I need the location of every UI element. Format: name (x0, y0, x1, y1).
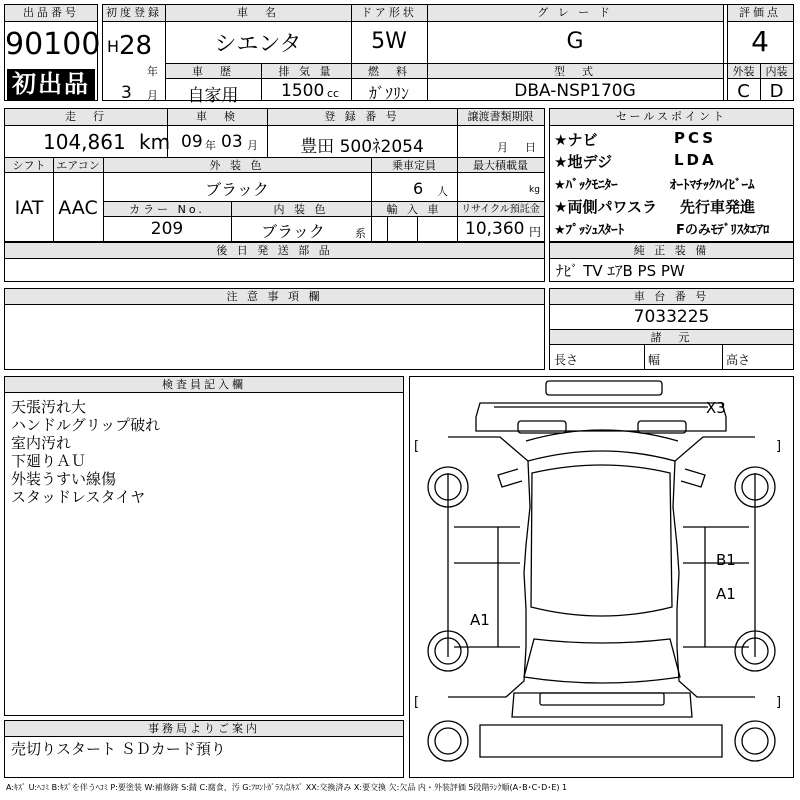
inspection-label: 車 検 (167, 109, 267, 126)
bracket-close-2: ] (776, 695, 782, 710)
office-label: 事務局よりご案内 (5, 721, 403, 737)
chassis-label: 車 台 番 号 (550, 289, 793, 305)
inspection-year: 09 (181, 132, 203, 152)
bracket-close-1: ] (776, 439, 782, 454)
chassis-box (549, 288, 794, 370)
inspector-line-2: ハンドルグリップ破れ (11, 416, 161, 434)
model: DBA-NSP170G (514, 81, 636, 101)
sales-point-left-2: ★地デジ (554, 153, 613, 171)
ext-color: ブラック (205, 180, 269, 199)
capacity-unit: 人 (437, 185, 448, 198)
office-text: 売切りスタート ＳＤカード預り (11, 740, 226, 758)
inspector-line-4: 下廻りＡＵ (11, 452, 87, 470)
capacity: 6 (413, 179, 424, 198)
vehicle-detail-box (4, 108, 545, 242)
later-parts-box (4, 242, 545, 282)
plate-label: 登 録 番 号 (267, 109, 457, 126)
shift-label: シフト (5, 157, 53, 173)
grade-label: グ レ ー ド (427, 5, 723, 22)
sales-point-right-5: Fのみﾓﾃﾞﾘｽﾀｴｱﾛ (676, 223, 770, 238)
first-reg-label: 初度登録 (103, 5, 165, 22)
ext-color-label: 外 装 色 (103, 157, 371, 173)
model-label: 型 式 (427, 63, 723, 79)
standard-equipment-box (549, 242, 794, 282)
int-color-unit: 系 (355, 227, 366, 240)
header-row1-box (102, 4, 794, 106)
import-label: 輸 入 車 (371, 201, 457, 217)
mileage-unit: km (139, 130, 171, 154)
lot-number: 90100 (5, 27, 101, 62)
year-unit: 年 (147, 65, 158, 78)
capacity-label: 乗車定員 (371, 157, 457, 173)
score: 4 (751, 25, 769, 58)
car-diagram-box (409, 376, 794, 778)
mark-rear-right-door: B1 (716, 551, 736, 569)
car-outline-diagram (410, 377, 793, 777)
history-label: 車 歴 (165, 63, 261, 79)
first-listing-badge: 初出品 (7, 69, 95, 100)
era: H (107, 37, 120, 56)
inspector-line-6: スタッドレスタイヤ (11, 488, 146, 506)
displacement-unit: cc (327, 87, 340, 100)
exterior-label: 外装 (727, 63, 760, 79)
displacement-label: 排 気 量 (261, 63, 351, 79)
car-name-label: 車 名 (165, 5, 351, 22)
history: 自家用 (187, 86, 239, 106)
legend: A:ｷｽﾞ U:ﾍｺﾐ B:ｷｽﾞを伴うﾍｺﾐ P:要塗装 W:補修跡 S:錆 C:腐食、汚 G:ﾌﾛﾝﾄｶﾞﾗｽ点ｷｽﾞ XX:交換済み X:要交換 欠:欠品 内・外装評価 5段階ﾗﾝｸ順(A･B･C･D･E) 1 (6, 783, 568, 792)
ac-label: エアコン (53, 157, 103, 173)
plate: 豊田 500ﾈ2054 (300, 137, 424, 157)
office-box (4, 720, 404, 778)
color-no: 209 (150, 219, 184, 239)
month-unit: 月 (147, 89, 158, 102)
door-label: ドア形状 (351, 5, 427, 22)
width-label: 幅 (648, 353, 661, 367)
sales-point-left-3: ★ﾊﾞｯｸﾓﾆﾀｰ (554, 178, 618, 193)
specs-label: 諸 元 (550, 329, 793, 345)
inspection-month-unit: 月 (247, 139, 258, 152)
sales-point-right-2: LDA (674, 151, 717, 169)
recycle-label: リサイクル預託金 (457, 201, 544, 217)
score-label: 評価点 (727, 5, 793, 22)
mileage-label: 走 行 (5, 109, 167, 126)
transfer-day-unit: 日 (525, 141, 536, 154)
lot-number-box (4, 4, 101, 101)
notes-label: 注 意 事 項 欄 (5, 289, 544, 305)
chassis-number: 7033225 (633, 307, 710, 327)
grade: G (566, 29, 584, 54)
sales-point-left-4: ★両側パワスラ (554, 198, 657, 216)
fuel: ｶﾞｿﾘﾝ (368, 84, 409, 103)
sales-points-label: セールスポイント (550, 109, 793, 126)
int-color-label: 内 装 色 (231, 201, 371, 217)
int-color: ブラック (261, 222, 325, 241)
mileage: 104,861 (43, 130, 126, 154)
lot-number-label: 出品番号 (5, 5, 97, 22)
recycle-unit: 円 (529, 225, 542, 239)
height-label: 高さ (726, 353, 751, 367)
reg-month: 3 (121, 83, 132, 103)
standard-equipment: ﾅﾋﾞ TV ｴｱB PS PW (556, 262, 685, 280)
sales-point-left-5: ★ﾌﾟｯｼｭｽﾀｰﾄ (554, 223, 625, 238)
inspector-line-3: 室内汚れ (11, 434, 72, 452)
inspection-month: 03 (221, 132, 243, 152)
sales-points-box (549, 108, 794, 242)
inspector-box (4, 376, 404, 716)
notes-box (4, 288, 545, 370)
sales-point-right-4: 先行車発進 (680, 198, 756, 216)
transfer-label: 譲渡書類期限 (457, 109, 544, 126)
inspector-line-5: 外装うすい線傷 (11, 470, 117, 488)
ac: AAC (58, 197, 98, 219)
transfer-month-unit: 月 (497, 141, 508, 154)
standard-equipment-label: 純 正 装 備 (550, 243, 793, 259)
fuel-label: 燃 料 (351, 63, 427, 79)
displacement: 1500 (281, 81, 325, 101)
load-label: 最大積載量 (457, 157, 544, 173)
bracket-open-1: [ (414, 439, 420, 454)
mark-rear-right-quarter: A1 (716, 585, 736, 603)
inspector-line-1: 天張汚れ大 (11, 398, 87, 416)
inspection-year-unit: 年 (205, 139, 216, 152)
sales-point-right-3: ｵｰﾄﾏﾁｯｸﾊｲﾋﾞｰﾑ (670, 178, 755, 193)
sales-point-right-1: PCS (674, 129, 717, 147)
recycle: 10,360 (465, 219, 525, 239)
sales-point-left-1: ★ナビ (554, 131, 598, 149)
exterior: C (737, 81, 750, 102)
bracket-open-2: [ (414, 695, 420, 710)
shift: IAT (14, 197, 44, 219)
reg-year: 28 (119, 31, 153, 61)
mark-roof: X3 (706, 399, 726, 417)
car-name: シエンタ (214, 32, 302, 57)
load-unit: kg (529, 185, 540, 195)
door: 5W (371, 29, 407, 54)
interior: D (769, 81, 784, 102)
color-no-label: カラー No. (103, 201, 231, 217)
interior-label: 内装 (760, 63, 793, 79)
length-label: 長さ (554, 353, 579, 367)
inspector-label: 検査員記入欄 (5, 377, 403, 393)
later-parts-label: 後 日 発 送 部 品 (5, 243, 544, 259)
mark-left-side: A1 (470, 611, 490, 629)
